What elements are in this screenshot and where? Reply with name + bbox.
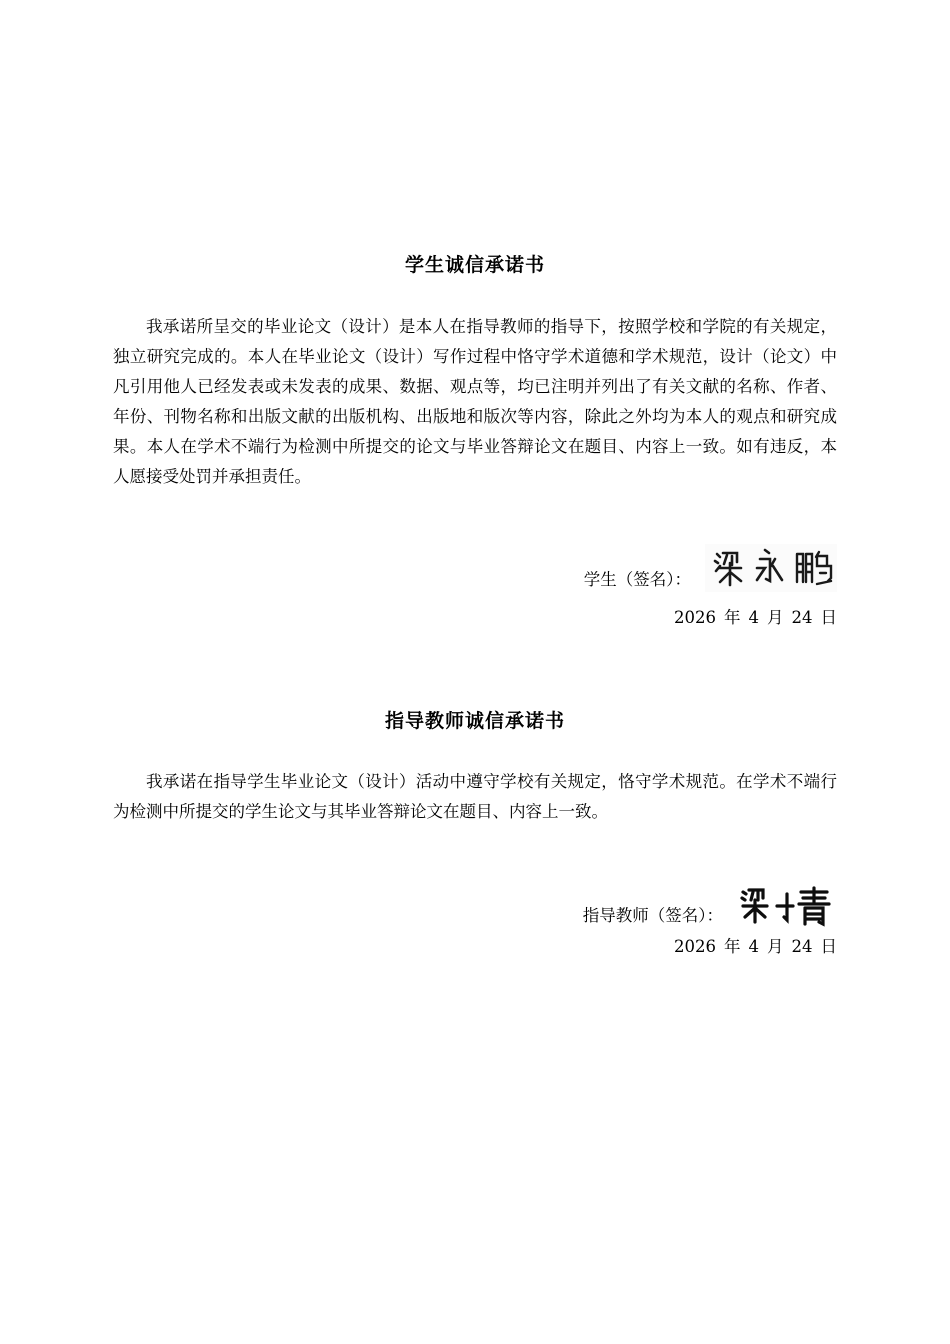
teacher-pledge-paragraph: 我承诺在指导学生毕业论文（设计）活动中遵守学校有关规定，恪守学术规范。在学术不端行为检测中所提交的学生论文与其毕业答辩论文在题目、内容上一致。 [113, 772, 837, 821]
student-pledge-paragraph: 我承诺所呈交的毕业论文（设计）是本人在指导教师的指导下，按照学校和学院的有关规定，独立研究完成的。本人在毕业论文（设计）写作过程中恪守学术道德和学术规范，设计（论文）中凡引用他人已经发表或未发表的成果、数据、观点等，均已注明并列出了有关文献的名称、作者、年份、刊物名称和出版文献的出版机构、出版地和版次等内容，除此之外均为本人的观点和研究成果。本人在学术不端行为检测中所提交的论文与毕业答辩论文在题目、内容上一致。如有违反，本人愿接受处罚并承担责任。 [113, 317, 837, 486]
student-sign-label: 学生（签名）： [583, 570, 691, 589]
teacher-date-year-unit: 年 [724, 937, 741, 956]
student-date-day: 24 [791, 608, 813, 627]
teacher-sign-label: 指导教师（签名）： [582, 906, 723, 925]
student-date-day-unit: 日 [820, 608, 837, 627]
student-date [674, 604, 837, 628]
student-signature-row [584, 544, 837, 596]
student-date-year-unit: 年 [724, 608, 741, 627]
teacher-signature-row [583, 884, 837, 932]
teacher-date-year: 2026 [674, 937, 716, 956]
student-pledge-title: 学生诚信承诺书 [404, 254, 545, 276]
teacher-date-day: 24 [791, 937, 813, 956]
teacher-date [674, 933, 837, 957]
student-pledge-body [113, 312, 837, 492]
teacher-pledge-body [113, 767, 837, 827]
teacher-date-month-unit: 月 [767, 937, 784, 956]
student-date-year: 2026 [674, 608, 716, 627]
student-signature-image [705, 544, 837, 596]
student-date-month: 4 [748, 608, 759, 627]
teacher-pledge-title: 指导教师诚信承诺书 [384, 710, 565, 732]
teacher-date-month: 4 [748, 937, 759, 956]
student-date-month-unit: 月 [767, 608, 784, 627]
teacher-date-day-unit: 日 [820, 937, 837, 956]
teacher-signature-image [737, 884, 837, 932]
